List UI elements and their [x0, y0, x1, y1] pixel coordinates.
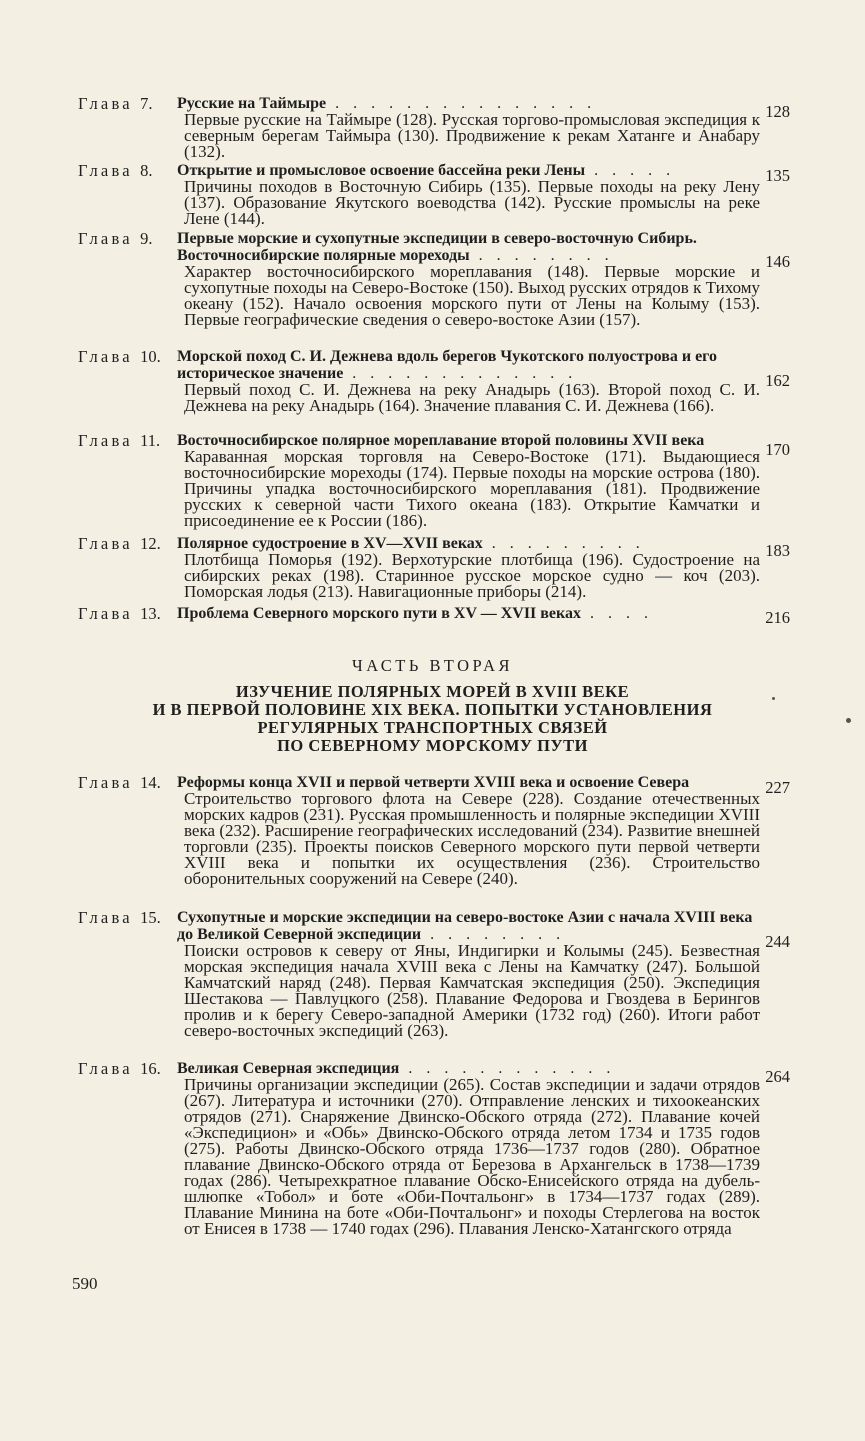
chapter-label: Глава 14.: [78, 773, 161, 792]
print-speck: [772, 697, 775, 700]
chapter-title: Проблема Северного морского пути в XV — XVII веках . . . .: [177, 605, 653, 622]
chapter-contents: Характер восточносибирского мореплавания (148). Первые морские и сухопутные походы на Северо-Востоке (150). Выход русских отрядов к Тихому океану (152). Начало освоения морского пути от Лены на Колыму (153). Первые географические сведения о северо-востоке Азии (157).: [184, 262, 760, 329]
chapter-title: Великая Северная экспедиция . . . . . . . . . . . .: [177, 1060, 616, 1077]
toc-entry-chapter-15: [78, 909, 790, 1039]
chapter-contents: Строительство торгового флота на Севере (228). Создание отечественных морских кадров (231). Русская промышленность и полярные экспедиции XVIII века (232). Расширение географических исследований (234). Развитие внешней торговли (235). Проекты поисков Северного морского пути первой четверти XVIII века и попытки их осуществления (236). Строительство оборонительных сооружений на Севере (240).: [184, 789, 760, 888]
chapter-page-number: 135: [765, 166, 790, 185]
chapter-page-number: 216: [765, 608, 790, 627]
chapter-label: Глава 9.: [78, 229, 153, 248]
toc-entry-chapter-16: [78, 1060, 790, 1237]
chapter-page-number: 264: [765, 1067, 790, 1086]
chapter-page-number: 170: [765, 440, 790, 459]
chapter-page-number: 244: [765, 932, 790, 951]
toc-entry-chapter-12: [78, 535, 790, 600]
chapter-contents: Поиски островов к северу от Яны, Индигирки и Колымы (245). Безвестная морская экспедиция начала XVIII века с Лены на Камчатку (247). Большой Камчатский наряд (248). Первая Камчатская экспедиция (250). Экспедиция Шестакова — Павлуцкого (258). Плавание Федорова и Гвоздева в Берингов пролив и к берегу Северо-западной Америки (1732 год) (260). Итоги работ северо-восточных экспедиций (263).: [184, 941, 760, 1040]
chapter-contents: Первый поход С. И. Дежнева на реку Анадырь (163). Второй поход С. И. Дежнева на реку Анадырь (164). Значение плавания С. И. Дежнева (166).: [184, 380, 760, 415]
chapter-label: Глава 15.: [78, 908, 161, 927]
toc-entry-chapter-13: [78, 604, 790, 627]
toc-entry-chapter-11: [78, 432, 790, 529]
chapter-label: Глава 8.: [78, 161, 153, 180]
chapter-label: Глава 12.: [78, 534, 161, 553]
chapter-label: Глава 13.: [78, 604, 161, 623]
chapter-title: Реформы конца XVII и первой четверти XVIII века и освоение Севера: [177, 774, 690, 791]
part-heading: ЧАСТЬ ВТОРАЯ: [351, 656, 514, 675]
chapter-title: Открытие и промысловое освоение бассейна реки Лены . . . . .: [177, 162, 676, 179]
chapter-page-number: 128: [765, 102, 790, 121]
part-title: ИЗУЧЕНИЕ ПОЛЯРНЫХ МОРЕЙ В XVIII ВЕКЕ И В ПЕРВОЙ ПОЛОВИНЕ XIX ВЕКА. ПОПЫТКИ УСТАНОВЛЕНИЯ РЕГУЛЯРНЫХ ТРАНСПОРТНЫХ СВЯЗЕЙ ПО СЕВЕРНОМУ МОРСКОМУ ПУТИ: [152, 682, 713, 755]
toc-entry-chapter-14: [78, 774, 790, 887]
chapter-page-number: 146: [765, 252, 790, 271]
chapter-title: Полярное судостроение в XV—XVII веках . . . . . . . . .: [177, 535, 645, 552]
chapter-page-number: 183: [765, 541, 790, 560]
chapter-title: Морской поход С. И. Дежнева вдоль берегов Чукотского полуострова и его историческое значение . . . . . . . . . . . . .: [177, 348, 718, 382]
toc-entry-chapter-10: [78, 348, 790, 414]
chapter-page-number: 227: [765, 778, 790, 797]
chapter-label: Глава 11.: [78, 431, 161, 450]
chapter-label: Глава 16.: [78, 1059, 161, 1078]
chapter-title: Сухопутные и морские экспедиции на северо-востоке Азии с начала XVIII века до Великой Северной экспедиции . . . . . . . .: [177, 909, 753, 943]
toc-entry-chapter-8: [78, 162, 790, 227]
chapter-page-number: 162: [765, 371, 790, 390]
chapter-title: Восточносибирское полярное мореплавание второй половины XVII века: [177, 432, 705, 449]
chapter-contents: Плотбища Поморья (192). Верхотурские плотбища (196). Судостроение на сибирских реках (198). Старинное русское морское судно — коч (203). Поморская лодья (213). Навигационные приборы (214).: [184, 550, 760, 601]
toc-entry-chapter-7: [78, 95, 790, 160]
chapter-title: Первые морские и сухопутные экспедиции в северо-восточную Сибирь. Восточносибирские полярные мореходы . . . . . . . .: [177, 230, 697, 264]
chapter-label: Глава 7.: [78, 94, 153, 113]
toc-entry-chapter-9: [78, 230, 790, 328]
chapter-contents: Причины походов в Восточную Сибирь (135). Первые походы на реку Лену (137). Образование Якутского воеводства (142). Русские промыслы на реке Лене (144).: [184, 177, 760, 228]
chapter-title: Русские на Таймыре . . . . . . . . . . . . . . .: [177, 95, 597, 112]
page-number: 590: [72, 1274, 98, 1293]
print-speck: [846, 718, 851, 723]
chapter-contents: Караванная морская торговля на Северо-Востоке (171). Выдающиеся восточносибирские мореходы (174). Первые походы на морские острова (180). Причины упадка восточносибирского мореплавания (181). Продвижение русских к северной части Тихого океана (183). Открытие Камчатки и присоединение ее к России (186).: [184, 447, 760, 530]
chapter-label: Глава 10.: [78, 347, 161, 366]
chapter-contents: Причины организации экспедиции (265). Состав экспедиции и задачи отрядов (267). Литература и источники (270). Отправление ленских и тихоокеанских отрядов (271). Снаряжение Двинско-Обского отряда (272). Плавание кочей «Экспедицион» и «Обь» Двинско-Обского отряда летом 1734 и 1735 годов (275). Работы Двинско-Обского отряда 1736—1737 годов (280). Обратное плавание Двинско-Обского отряда от Березова в Архангельск в 1738—1739 годах (286). Четырехкратное плавание Обско-Енисейского отряда на дубель-шлюпке «Тобол» и боте «Оби-Почтальонг» в 1734—1737 годах (289). Плавание Минина на боте «Оби-Почтальонг» и походы Стерлегова на восток от Енисея в 1738 — 1740 годах (296). Плавания Ленско-Хатангского отряда: [184, 1075, 760, 1238]
chapter-contents: Первые русские на Таймыре (128). Русская торгово-промысловая экспедиция к северным берегам Таймыра (130). Продвижение к рекам Хатанге и Анабару (132).: [184, 110, 760, 161]
